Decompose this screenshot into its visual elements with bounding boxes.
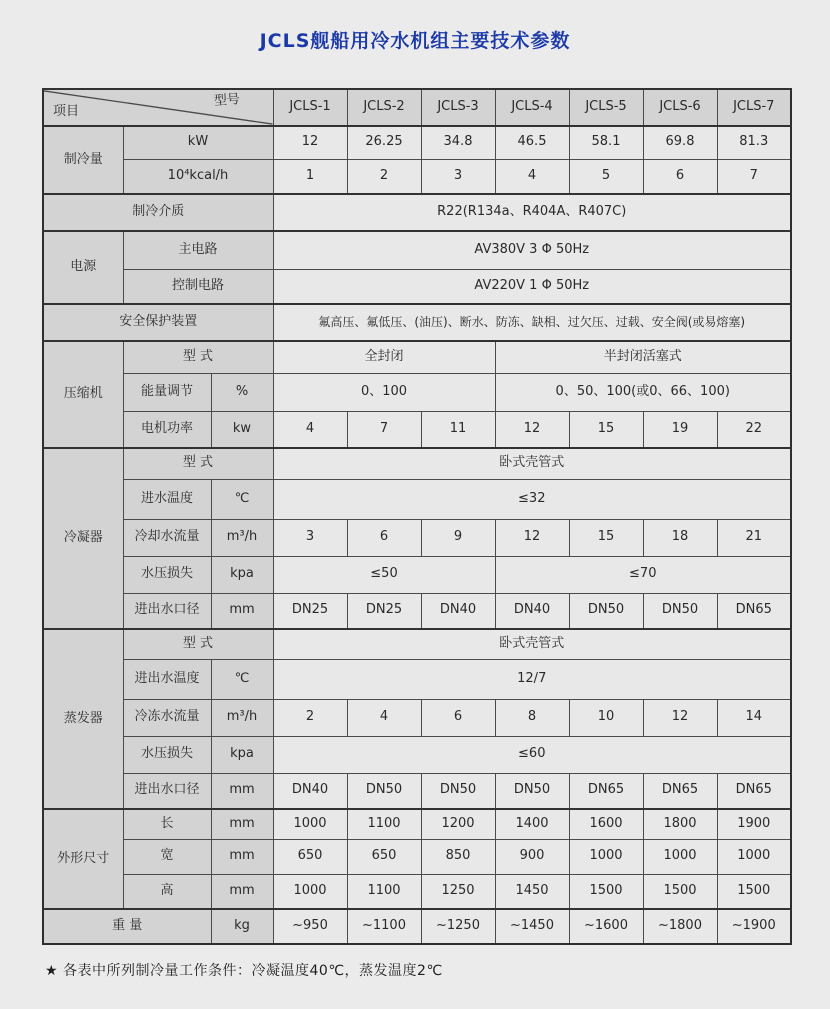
value-cell: 12 — [273, 126, 347, 159]
main-circuit-value: AV380V 3 Φ 50Hz — [273, 231, 791, 269]
model-header: JCLS-6 — [643, 89, 717, 126]
model-header: JCLS-1 — [273, 89, 347, 126]
row-label-control-circuit: 控制电路 — [123, 269, 273, 304]
value-cell: DN50 — [495, 773, 569, 809]
group-label-condenser: 冷凝器 — [43, 448, 123, 629]
page-title: JCLS舰船用冷水机组主要技术参数 — [259, 30, 571, 52]
value-cell: DN25 — [273, 593, 347, 629]
value-cell: DN40 — [495, 593, 569, 629]
value-cell: 1500 — [643, 874, 717, 909]
value-cell: 2 — [347, 159, 421, 194]
value-cell: DN40 — [421, 593, 495, 629]
value-cell: 850 — [421, 839, 495, 874]
value-cell: ~1900 — [717, 909, 791, 944]
model-header: JCLS-5 — [569, 89, 643, 126]
row-label-width: 宽 — [123, 839, 211, 874]
value-cell: 21 — [717, 519, 791, 556]
pressure-loss-value: ≤50 — [273, 556, 495, 593]
value-cell: 7 — [717, 159, 791, 194]
unit-label: mm — [211, 593, 273, 629]
row-label-motor-power: 电机功率 — [123, 411, 211, 448]
value-cell: 6 — [643, 159, 717, 194]
value-cell: 81.3 — [717, 126, 791, 159]
value-cell: 34.8 — [421, 126, 495, 159]
evaporator-type-value: 卧式壳管式 — [273, 629, 791, 659]
control-circuit-value: AV220V 1 Φ 50Hz — [273, 269, 791, 304]
value-cell: 3 — [421, 159, 495, 194]
value-cell: 11 — [421, 411, 495, 448]
unit-label: m³/h — [211, 519, 273, 556]
energy-regulation-value: 0、100 — [273, 373, 495, 411]
unit-label: 10⁴kcal/h — [123, 159, 273, 194]
value-cell: 12 — [495, 519, 569, 556]
value-cell: 1000 — [643, 839, 717, 874]
row-label-refrigerant: 制冷介质 — [43, 194, 273, 231]
pressure-loss-value: ≤60 — [273, 736, 791, 773]
value-cell: 900 — [495, 839, 569, 874]
value-cell: 1450 — [495, 874, 569, 909]
value-cell: 14 — [717, 699, 791, 736]
corner-label-model: 型号 — [213, 92, 241, 109]
model-header: JCLS-2 — [347, 89, 421, 126]
value-cell: 6 — [347, 519, 421, 556]
value-cell: 1000 — [569, 839, 643, 874]
value-cell: 1900 — [717, 809, 791, 839]
value-cell: DN65 — [643, 773, 717, 809]
value-cell: 2 — [273, 699, 347, 736]
value-cell: DN50 — [347, 773, 421, 809]
safety-devices-value: 氟高压、氟低压、(油压)、断水、防冻、缺相、过欠压、过载、安全阀(或易熔塞) — [273, 304, 791, 341]
compressor-type-value: 全封闭 — [273, 341, 495, 373]
row-label-weight: 重 量 — [43, 909, 211, 944]
value-cell: 1000 — [273, 809, 347, 839]
unit-label: kpa — [211, 736, 273, 773]
group-label-evaporator: 蒸发器 — [43, 629, 123, 809]
inlet-water-temp-value: ≤32 — [273, 479, 791, 519]
refrigerant-value: R22(R134a、R404A、R407C) — [273, 194, 791, 231]
value-cell: 4 — [273, 411, 347, 448]
model-header: JCLS-3 — [421, 89, 495, 126]
row-label-safety-devices: 安全保护装置 — [43, 304, 273, 341]
unit-label: kw — [211, 411, 273, 448]
row-label-energy-regulation: 能量调节 — [123, 373, 211, 411]
value-cell: 1500 — [717, 874, 791, 909]
model-header: JCLS-7 — [717, 89, 791, 126]
value-cell: ~1250 — [421, 909, 495, 944]
value-cell: DN50 — [421, 773, 495, 809]
value-cell: 58.1 — [569, 126, 643, 159]
value-cell: 10 — [569, 699, 643, 736]
unit-label: mm — [211, 839, 273, 874]
value-cell: ~1600 — [569, 909, 643, 944]
row-label-water-pressure-loss: 水压损失 — [123, 556, 211, 593]
value-cell: 6 — [421, 699, 495, 736]
value-cell: 1600 — [569, 809, 643, 839]
value-cell: ~950 — [273, 909, 347, 944]
group-label-cooling-capacity: 制冷量 — [43, 126, 123, 194]
value-cell: 1100 — [347, 809, 421, 839]
row-label-length: 长 — [123, 809, 211, 839]
value-cell: 1000 — [273, 874, 347, 909]
value-cell: 1250 — [421, 874, 495, 909]
value-cell: 5 — [569, 159, 643, 194]
value-cell: 650 — [347, 839, 421, 874]
corner-cell — [43, 89, 273, 126]
value-cell: 1000 — [717, 839, 791, 874]
value-cell: DN65 — [717, 593, 791, 629]
value-cell: 1800 — [643, 809, 717, 839]
value-cell: 26.25 — [347, 126, 421, 159]
row-label-cooling-water-flow: 冷却水流量 — [123, 519, 211, 556]
pressure-loss-value: ≤70 — [495, 556, 791, 593]
value-cell: DN50 — [643, 593, 717, 629]
row-label-water-pressure-loss: 水压损失 — [123, 736, 211, 773]
value-cell: 1100 — [347, 874, 421, 909]
value-cell: 650 — [273, 839, 347, 874]
footnote: ★ 各表中所列制冷量工作条件：冷凝温度40℃，蒸发温度2℃ — [45, 963, 443, 979]
unit-label: kW — [123, 126, 273, 159]
group-label-power: 电源 — [43, 231, 123, 304]
row-label-port-diameter: 进出水口径 — [123, 593, 211, 629]
value-cell: 1200 — [421, 809, 495, 839]
value-cell: 1400 — [495, 809, 569, 839]
model-header: JCLS-4 — [495, 89, 569, 126]
value-cell: 3 — [273, 519, 347, 556]
value-cell: 9 — [421, 519, 495, 556]
row-label-chilled-water-flow: 冷冻水流量 — [123, 699, 211, 736]
row-label-height: 高 — [123, 874, 211, 909]
value-cell: DN65 — [717, 773, 791, 809]
row-label-main-circuit: 主电路 — [123, 231, 273, 269]
value-cell: 4 — [347, 699, 421, 736]
unit-label: kpa — [211, 556, 273, 593]
unit-label: ℃ — [211, 479, 273, 519]
value-cell: ~1450 — [495, 909, 569, 944]
value-cell: DN65 — [569, 773, 643, 809]
group-label-dimensions: 外形尺寸 — [43, 809, 123, 909]
value-cell: DN25 — [347, 593, 421, 629]
value-cell: 15 — [569, 411, 643, 448]
corner-label-item: 项目 — [53, 104, 80, 120]
spec-table — [42, 88, 792, 945]
value-cell: 18 — [643, 519, 717, 556]
value-cell: DN40 — [273, 773, 347, 809]
value-cell: 8 — [495, 699, 569, 736]
row-label-type: 型 式 — [123, 341, 273, 373]
value-cell: 4 — [495, 159, 569, 194]
row-label-type: 型 式 — [123, 629, 273, 659]
value-cell: 7 — [347, 411, 421, 448]
inout-water-temp-value: 12/7 — [273, 659, 791, 699]
energy-regulation-value: 0、50、100(或0、66、100) — [495, 373, 791, 411]
row-label-inlet-water-temp: 进水温度 — [123, 479, 211, 519]
value-cell: 12 — [495, 411, 569, 448]
row-label-type: 型 式 — [123, 448, 273, 479]
value-cell: 12 — [643, 699, 717, 736]
unit-label: mm — [211, 809, 273, 839]
value-cell: 19 — [643, 411, 717, 448]
unit-label: m³/h — [211, 699, 273, 736]
group-label-compressor: 压缩机 — [43, 341, 123, 448]
value-cell: 69.8 — [643, 126, 717, 159]
value-cell: 46.5 — [495, 126, 569, 159]
value-cell: 22 — [717, 411, 791, 448]
value-cell: ~1800 — [643, 909, 717, 944]
unit-label: mm — [211, 874, 273, 909]
value-cell: 15 — [569, 519, 643, 556]
row-label-inout-water-temp: 进出水温度 — [123, 659, 211, 699]
unit-label: ℃ — [211, 659, 273, 699]
unit-label: mm — [211, 773, 273, 809]
value-cell: DN50 — [569, 593, 643, 629]
row-label-port-diameter: 进出水口径 — [123, 773, 211, 809]
value-cell: 1500 — [569, 874, 643, 909]
unit-label: kg — [211, 909, 273, 944]
unit-label: % — [211, 373, 273, 411]
compressor-type-value: 半封闭活塞式 — [495, 341, 791, 373]
condenser-type-value: 卧式壳管式 — [273, 448, 791, 479]
value-cell: 1 — [273, 159, 347, 194]
value-cell: ~1100 — [347, 909, 421, 944]
